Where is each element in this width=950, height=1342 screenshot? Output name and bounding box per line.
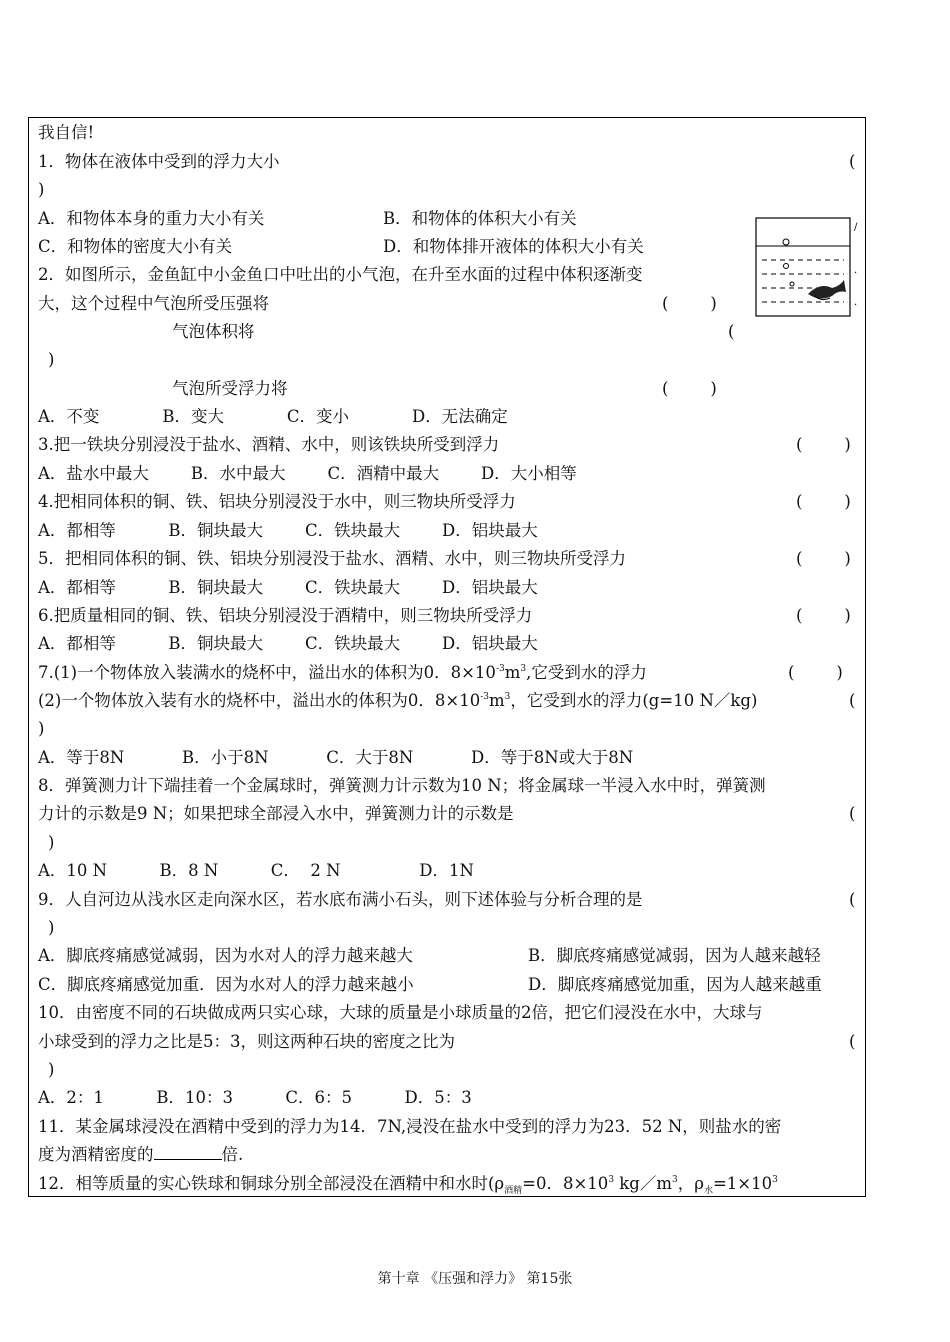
q10-options: A．2：1 B．10：3 C．6：5 D．5：3 <box>38 1088 472 1107</box>
q7-options: A．等于8N B．小于8N C．大于8N D．等于8N或大于8N <box>38 748 634 767</box>
q10-paren-open: ( <box>849 1032 856 1051</box>
q2-options: A．不变 B．变大 C．变小 D．无法确定 <box>38 407 508 426</box>
q5-paren: ( ) <box>796 549 851 568</box>
q9-paren-open: ( <box>849 890 856 909</box>
q1-option-c: C．和物体的密度大小有关 <box>38 237 233 256</box>
page-footer: 第十章 《压强和浮力》 第15张 <box>377 1271 573 1287</box>
q12-line1: 12．相等质量的实心铁球和铜球分别全部浸没在酒精中和水时($\rho_{酒精}=0$．$8\times 10^3$ $kg/m^3$，$\rho_水=1\times 10^3$ <box>38 1174 778 1196</box>
q8-paren-open: ( <box>849 804 856 823</box>
svg-text:/: / <box>854 222 858 233</box>
q10-paren-close: ) <box>48 1060 55 1079</box>
q2-sub2: 气泡所受浮力将 <box>172 379 288 398</box>
q1-paren-open: ( <box>849 152 856 171</box>
q11-line1: 11．某金属球浸没在酒精中受到的浮力为14．7N,浸没在盐水中受到的浮力为23．52 N，则盐水的密 <box>38 1117 782 1136</box>
q6-paren: ( ) <box>796 606 851 625</box>
q2-paren: ( ) <box>662 294 717 313</box>
q1-paren-close: ) <box>38 180 45 199</box>
q10-line2: 小球受到的浮力之比是5：3，则这两种石块的密度之比为 <box>38 1032 455 1051</box>
q4-stem: 4.把相同体积的铜、铁、铝块分别浸没于水中，则三物块所受浮力 <box>38 492 516 511</box>
q2-sub2-paren: ( ) <box>662 379 717 398</box>
q4-paren: ( ) <box>796 492 851 511</box>
q1-stem: 1．物体在液体中受到的浮力大小 <box>38 152 280 171</box>
q9-option-c: C．脚底疼痛感觉加重．因为水对人的浮力越来越小 <box>38 975 414 994</box>
q2-sub1: 气泡体积将 <box>172 322 255 341</box>
header-text: 我自信! <box>38 123 95 142</box>
q4-options: A．都相等 B．铜块最大 C．铁块最大 D．铝块最大 <box>38 521 538 540</box>
q10-line1: 10．由密度不同的石块做成两只实心球，大球的质量是小球质量的2倍，把它们浸没在水中，大球与 <box>38 1003 763 1022</box>
q1-option-d: D．和物体排开液体的体积大小有关 <box>383 237 644 256</box>
q2-sub1-paren-open: ( <box>728 322 735 341</box>
answer-blank[interactable] <box>154 1145 222 1160</box>
q11-line2: 度为酒精密度的 倍. <box>38 1145 244 1164</box>
q3-options: A．盐水中最大 B．水中最大 C．酒精中最大 D．大小相等 <box>38 464 577 483</box>
q8-options: A．10 N B．8 N C． 2 N D．1N <box>38 861 474 880</box>
q9-option-d: D．脚底疼痛感觉加重，因为人越来越重 <box>528 975 822 994</box>
q6-options: A．都相等 B．铜块最大 C．铁块最大 D．铝块最大 <box>38 634 538 653</box>
q9-paren-close: ) <box>48 918 55 937</box>
q1-option-a: A．和物体本身的重力大小有关 <box>38 209 265 228</box>
q8-paren-close: ) <box>48 833 55 852</box>
svg-text:·: · <box>854 268 858 279</box>
q2-sub1-paren-close: ) <box>48 350 55 369</box>
q7-paren-close: ) <box>38 719 45 738</box>
q8-line2: 力计的示数是9 N；如果把球全部浸入水中，弹簧测力计的示数是 <box>38 804 514 823</box>
q2-line1: 2．如图所示，金鱼缸中小金鱼口中吐出的小气泡，在升至水面的过程中体积逐渐变 <box>38 265 643 284</box>
q6-stem: 6.把质量相同的铜、铁、铝块分别浸没于酒精中，则三物块所受浮力 <box>38 606 533 625</box>
q7-paren-open: ( <box>849 691 856 710</box>
q7-line1-paren: ( ) <box>788 663 843 682</box>
q9-option-b: B．脚底疼痛感觉减弱，因为人越来越轻 <box>528 946 821 965</box>
q8-line1: 8．弹簧测力计下端挂着一个金属球时，弹簧测力计示数为10 N；将金属球一半浸入水中时，弹簧测 <box>38 776 766 795</box>
q2-line2: 大，这个过程中气泡所受压强将 <box>38 294 269 313</box>
q9-stem: 9．人自河边从浅水区走向深水区，若水底布满小石头，则下述体验与分析合理的是 <box>38 890 643 909</box>
q7-line1: 7.(1)一个物体放入装满水的烧杯中，溢出水的体积为0．$8\times 10^{-3}m^3$,它受到水的浮力 <box>38 663 647 682</box>
q5-options: A．都相等 B．铜块最大 C．铁块最大 D．铝块最大 <box>38 578 538 597</box>
q5-stem: 5．把相同体积的铜、铁、铝块分别浸没于盐水、酒精、水中，则三物块所受浮力 <box>38 549 626 568</box>
q3-paren: ( ) <box>796 435 851 454</box>
q7-line2: (2)一个物体放入装有水的烧杯中，溢出水的体积为0．$8\times 10^{-3}m^3$，它受到水的浮力(g=10 N／kg) <box>38 691 758 710</box>
q3-stem: 3.把一铁块分别浸没于盐水、酒精、水中，则该铁块所受到浮力 <box>38 435 500 454</box>
q9-option-a: A．脚底疼痛感觉减弱，因为水对人的浮力越来越大 <box>38 946 413 965</box>
fish-tank-figure <box>748 216 860 320</box>
q1-option-b: B．和物体的体积大小有关 <box>383 209 577 228</box>
svg-text:·: · <box>854 300 858 311</box>
